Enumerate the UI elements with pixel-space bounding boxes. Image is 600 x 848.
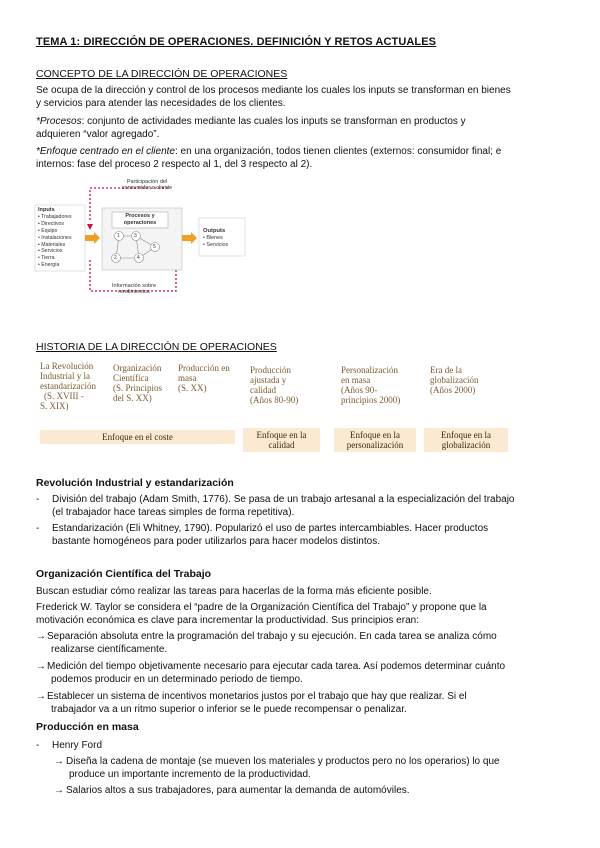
era-line: (Años 90- (341, 385, 378, 395)
process-diagram (34, 178, 249, 303)
focus-line: Enfoque en la (441, 430, 491, 440)
inputs-list (38, 207, 72, 269)
inputs-title: Inputs (38, 207, 55, 213)
arrow-icon: → (36, 661, 46, 672)
era-line: masa (178, 373, 197, 383)
era-line: Era de la (430, 365, 462, 375)
node-label-1: 1 (117, 232, 120, 239)
text-line: Estandarización (Eli Whitney, 1790). Popularizó el uso de partes intercambiables. Hacer productos (52, 523, 489, 534)
node-label-5: 5 (153, 243, 156, 250)
era-line: calidad (250, 385, 276, 395)
enfoque-definition (36, 145, 501, 158)
focus-cost-label: Enfoque en el coste (102, 432, 173, 442)
focus-line: Enfoque en la (256, 430, 307, 440)
focus-line: personalización (346, 440, 404, 450)
output-arrow (182, 232, 197, 244)
focus-line: Enfoque en la (350, 430, 400, 440)
era-mass (178, 363, 243, 393)
era-line: Producción (250, 365, 291, 375)
era-line: globalización (430, 375, 479, 385)
era-line: Organización (113, 363, 162, 373)
arrow-icon: → (36, 691, 46, 702)
customer-participation-label (108, 179, 186, 191)
list-item (36, 690, 576, 716)
era-line: principios 2000) (341, 395, 401, 405)
focus-quality (243, 428, 320, 452)
enfoque-line-1: : en una organización, todos tienen clientes (externos: consumidor final; e (175, 146, 502, 157)
era-lean (250, 365, 320, 405)
era-line: (Años 2000) (430, 385, 476, 395)
taylor-line-2: motivación económica es clave para incrementar la productividad. Sus principios eran: (36, 615, 419, 626)
procesos-line-2: adquieren “valor agregado”. (36, 129, 160, 140)
process-title (112, 213, 168, 226)
text-line: bastante homogéneos para poder utilizarlos para hacer modelos distintos. (52, 536, 380, 547)
era-line: Personalización (341, 365, 398, 375)
era-line: S. XIX) (40, 401, 69, 411)
input-arrow (85, 232, 100, 244)
outputs-list (203, 228, 228, 248)
list-item-text (52, 522, 488, 548)
era-line: Científica (113, 373, 149, 383)
list-item-text (52, 493, 515, 519)
list-item-text (47, 690, 467, 716)
list-item (36, 630, 576, 656)
output-item: • Servicios (203, 241, 229, 248)
performance-label-2: rendimientos (118, 289, 150, 295)
era-line: estandarización (40, 381, 96, 391)
list-item-text: Salarios altos a sus trabajadores, para aumentar la demanda de automóviles. (66, 785, 410, 796)
input-item: • Directivos (38, 220, 65, 227)
revolucion-heading: Revolución Industrial y estandarización (36, 477, 234, 489)
input-item: • Equipo (38, 227, 58, 234)
list-item-text (66, 755, 500, 781)
era-line: ajustada y (250, 375, 287, 385)
arrow-icon: → (36, 631, 46, 642)
process-title-2: operaciones (123, 219, 157, 226)
text-line: produce un importante incremento de la productividad. (69, 769, 311, 780)
era-line: (S. Principios (113, 383, 163, 393)
bullet-dash: - (36, 740, 40, 751)
concept-line-2: y servicios para atender las necesidades de los clientes. (36, 98, 286, 109)
history-heading: HISTORIA DE LA DIRECCIÓN DE OPERACIONES (36, 341, 277, 353)
outputs-title: Outputs (203, 228, 226, 234)
taylor-line-1: Frederick W. Taylor se considera el “padre de la Organización Científica del Trabajo” y propone que la (36, 602, 487, 613)
text-line: Separación absoluta entre la programación del trabajo y su ejecución. En cada tarea se analiza cómo (47, 631, 497, 642)
procesos-term: *Procesos (36, 116, 82, 127)
node-label-2: 2 (114, 254, 117, 261)
text-line: División del trabajo (Adam Smith, 1776). Se pasa de un trabajo artesanal a la especialización del trabajo (52, 494, 515, 505)
era-line: Producción en (178, 363, 230, 373)
text-line: Medición del tiempo objetivamente necesario para ejecutar cada tarea. Así podemos determinar cuánto (47, 661, 506, 672)
input-item: • Servicios (38, 248, 63, 255)
masa-heading: Producción en masa (36, 721, 139, 733)
input-item: • Trabajadores (38, 213, 72, 220)
enfoque-line-2: internos: fase del proceso 2 respecto al 1, del 3 respecto al 2). (36, 159, 313, 170)
era-line: Industrial y la (40, 371, 90, 381)
input-item: • Tierra (38, 255, 55, 262)
page-title: TEMA 1: DIRECCIÓN DE OPERACIONES. DEFINICIÓN Y RETOS ACTUALES (36, 36, 437, 48)
focus-customization (334, 428, 416, 452)
list-item (36, 522, 576, 548)
performance-info-label (94, 283, 174, 295)
node-label-4: 4 (137, 254, 140, 261)
text-line: realizarse científicamente. (51, 644, 168, 655)
input-item: • Instalaciones (38, 234, 72, 241)
output-item: • Bienes (203, 234, 223, 241)
focus-cost (40, 430, 235, 444)
cientifica-heading: Organización Científica del Trabajo (36, 568, 212, 580)
era-line: en masa (341, 375, 371, 385)
customer-label-1: Participación del (126, 179, 168, 185)
focus-line: calidad (268, 440, 295, 450)
cientifica-intro: Buscan estudiar cómo realizar las tareas para hacerlas de la forma más eficiente posible. (36, 586, 432, 597)
era-line: (S. XX) (178, 383, 207, 393)
focus-line: globalización (441, 440, 491, 450)
arrow-icon: → (54, 785, 64, 796)
concept-heading: CONCEPTO DE LA DIRECCIÓN DE OPERACIONES (36, 68, 288, 80)
list-item (54, 755, 574, 781)
list-item-text: Henry Ford (52, 740, 103, 751)
era-line: del S. XX) (113, 393, 152, 403)
procesos-line-1: : conjunto de actividades mediante las cuales los inputs se transforman en productos y (81, 116, 466, 127)
bullet-dash: - (36, 523, 40, 534)
focus-globalization (424, 428, 508, 452)
list-item (36, 739, 336, 752)
era-line: La Revolución (40, 361, 94, 371)
era-customization (341, 365, 421, 405)
era-line: (S. XVIII - (44, 391, 84, 401)
text-line: trabajador va a un ritmo superior o inferior se le puede recompensar o penalizar. (51, 704, 407, 715)
arrow-icon: → (54, 756, 64, 767)
era-globalization (430, 365, 510, 395)
era-scientific (113, 363, 183, 403)
concept-line-1: Se ocupa de la dirección y control de los procesos mediante los cuales los inputs se transforman en bienes (36, 85, 511, 96)
customer-label-2: consumidor o cliente (121, 185, 173, 191)
bullet-dash: - (36, 494, 40, 505)
list-item-text (47, 630, 497, 656)
input-item: • Materiales (38, 241, 66, 248)
top-arrow-head (87, 224, 93, 230)
performance-label-1: Información sobre (111, 283, 157, 289)
list-item (54, 784, 574, 797)
text-line: podemos producir en un determinado periodo de tiempo. (51, 674, 303, 685)
list-item-text (47, 660, 505, 686)
list-item (36, 660, 576, 686)
enfoque-term: *Enfoque centrado en el cliente (36, 146, 175, 157)
input-item: • Energía (38, 262, 60, 269)
text-line: Diseña la cadena de montaje (se mueven los materiales y productos pero no los operarios) lo que (66, 756, 500, 767)
procesos-definition (36, 115, 466, 128)
list-item (36, 493, 576, 519)
process-title-1: Procesos y (125, 213, 155, 219)
era-industrial (40, 361, 112, 411)
node-label-3: 3 (134, 232, 137, 239)
text-line: Establecer un sistema de incentivos monetarios justos por el trabajo que hay que realizar. Si el (47, 691, 467, 702)
text-line: (el trabajador hace tareas simples de forma repetitiva). (52, 507, 295, 518)
era-line: (Años 80-90) (250, 395, 299, 405)
